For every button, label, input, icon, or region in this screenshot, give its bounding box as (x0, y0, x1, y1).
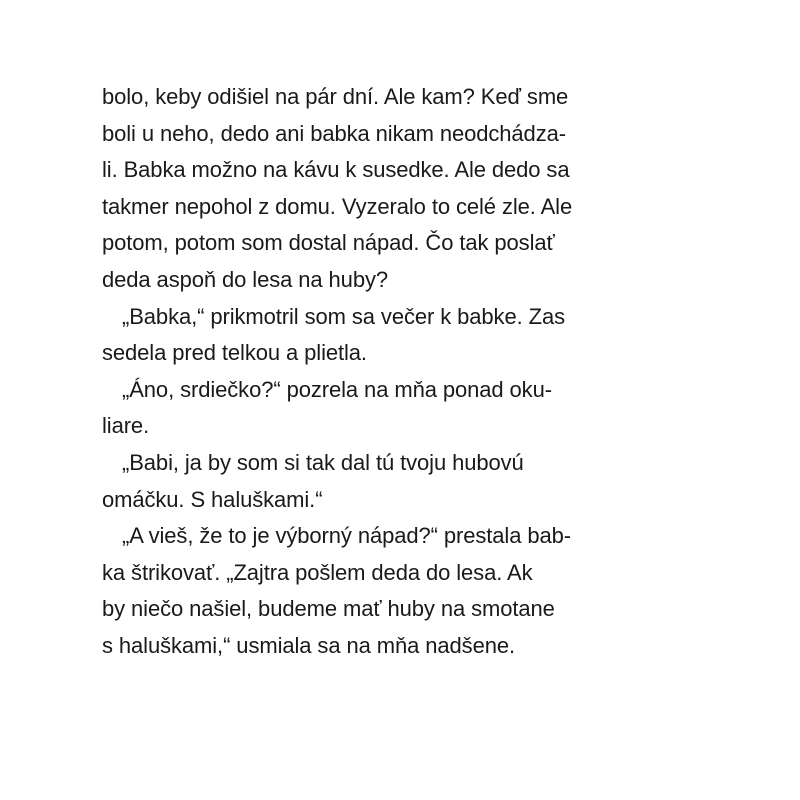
text-line: „Babi, ja by som si tak dal tú tvoju hubovú (122, 449, 524, 475)
text-line: takmer nepohol z domu. Vyzeralo to celé zle. Ale (102, 193, 573, 219)
text-line: „Babka,“ prikmotril som sa večer k babke. Zas (122, 303, 565, 329)
text-line: „Áno, srdiečko?“ pozrela na mňa ponad oku- (122, 376, 552, 402)
text-line: bolo, keby odišiel na pár dní. Ale kam? Keď sme (102, 84, 569, 109)
text-line: by niečo našiel, budeme mať huby na smotane (102, 596, 555, 622)
text-line: liare. (102, 413, 150, 439)
text-line: sedela pred telkou a plietla. (102, 340, 367, 366)
text-line: „A vieš, že to je výborný nápad?“ prestala bab- (122, 523, 571, 549)
text-line: boli u neho, dedo ani babka nikam neodchádza- (102, 120, 566, 146)
text-line: li. Babka možno na kávu k susedke. Ale dedo sa (102, 157, 570, 183)
text-line: potom, potom som dostal nápad. Čo tak poslať (102, 230, 555, 256)
text-line: ka štrikovať. „Zajtra pošlem deda do lesa. Ak (102, 559, 533, 585)
body-text (102, 79, 742, 665)
text-line: omáčku. S haluškami.“ (102, 486, 323, 512)
text-line: deda aspoň do lesa na huby? (102, 266, 388, 292)
text-line: s haluškami,“ usmiala sa na mňa nadšene. (102, 632, 515, 658)
